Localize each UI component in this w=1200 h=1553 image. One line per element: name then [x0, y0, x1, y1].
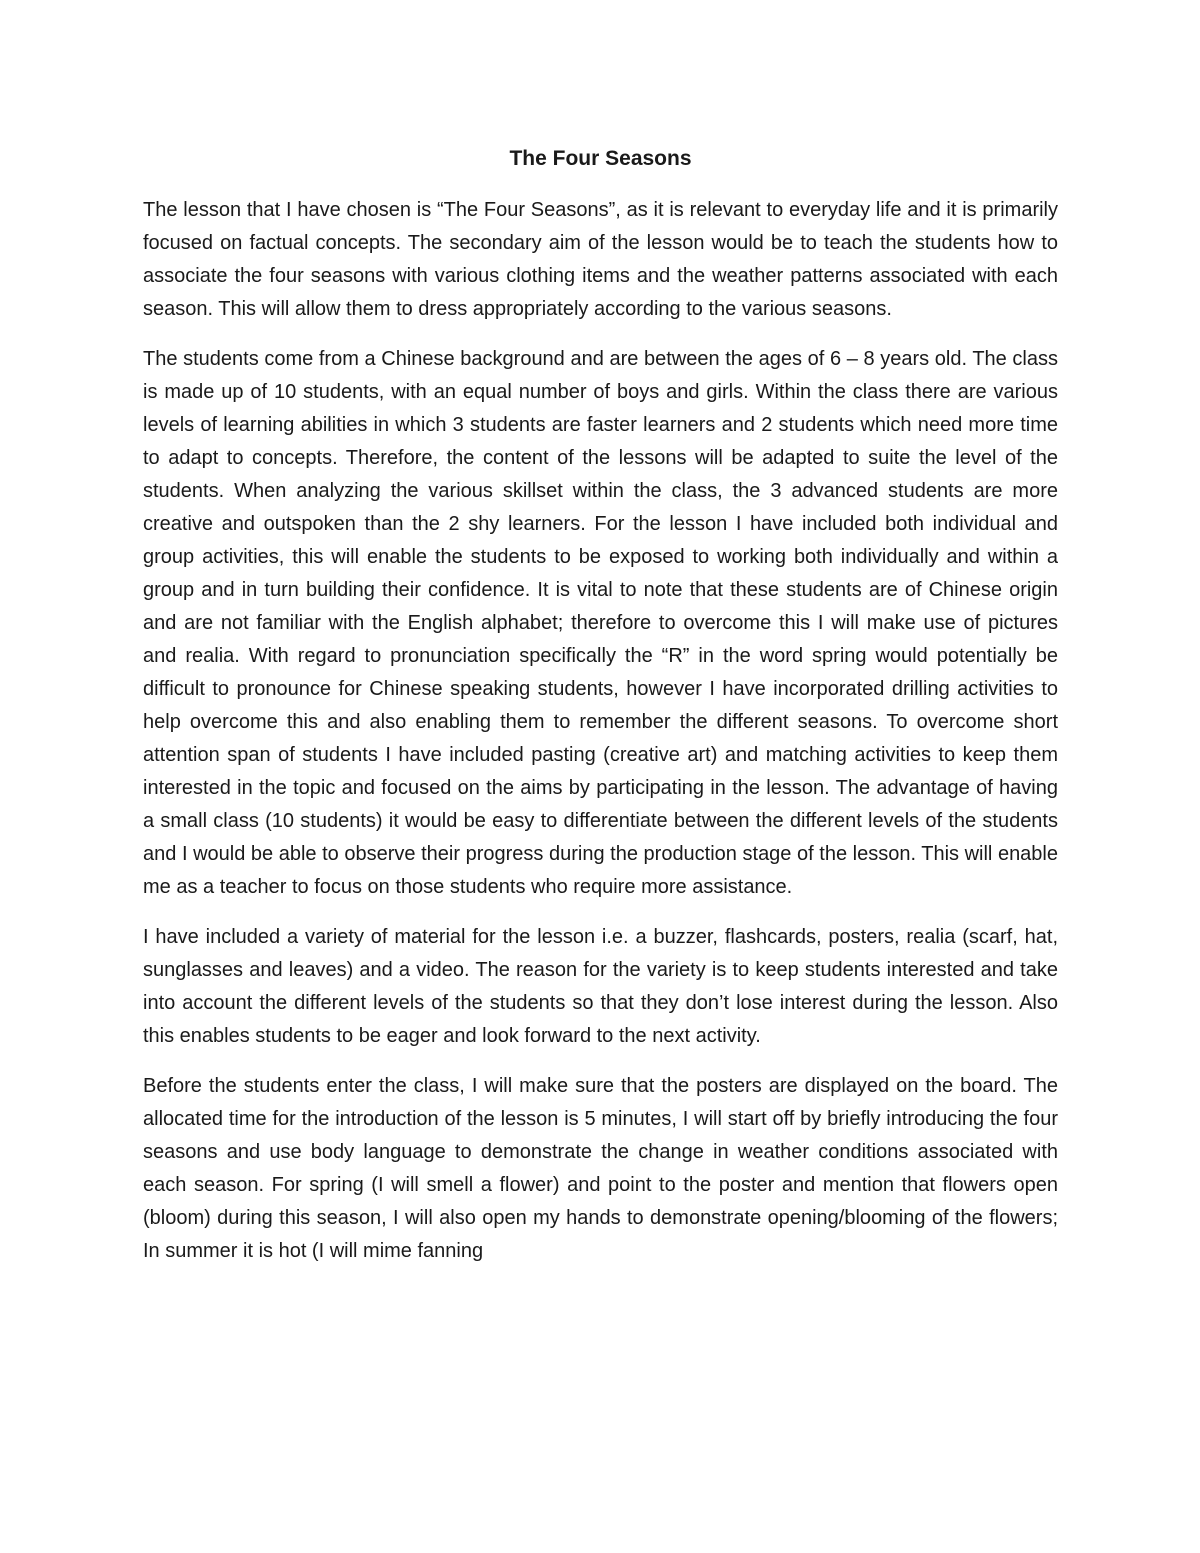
paragraph-students-background: The students come from a Chinese background and are between the ages of 6 – 8 years old. The class is made up of 10 students, with an equal number of boys and girls. Within the class there are various levels of learning abilities in which 3 students are faster learners and 2 students which need more time to adapt to concepts. Therefore, the content of the lessons will be adapted to suite the level of the students. When analyzing the various skillset within the class, the 3 advanced students are more creative and outspoken than the 2 shy learners. For the lesson I have included both individual and group activities, this will enable the students to be exposed to working both individually and within a group and in turn building their confidence. It is vital to note that these students are of Chinese origin and are not familiar with the English alphabet; therefore to overcome this I will make use of pictures and realia. With regard to pronunciation specifically the “R” in the word spring would potentially be difficult to pronounce for Chinese speaking students, however I have incorporated drilling activities to help overcome this and also enabling them to remember the different seasons. To overcome short attention span of students I have included pasting (creative art) and matching activities to keep them interested in the topic and focused on the aims by participating in the lesson. The advantage of having a small class (10 students) it would be easy to differentiate between the different levels of the students and I would be able to observe their progress during the production stage of the lesson. This will enable me as a teacher to focus on those students who require more assistance. [143, 348, 1058, 898]
document-title: The Four Seasons [509, 147, 692, 170]
paragraph-materials: I have included a variety of material for the lesson i.e. a buzzer, flashcards, posters, realia (scarf, hat, sunglasses and leaves) and a video. The reason for the variety is to keep students interested and take into account the different levels of the students so that they don’t lose interest during the lesson. Also this enables students to be eager and look forward to the next activity. [143, 926, 1058, 1047]
document-body [143, 142, 1058, 1285]
paragraph-introduction: Before the students enter the class, I will make sure that the posters are displayed on the board. The allocated time for the introduction of the lesson is 5 minutes, I will start off by briefly introducing the four seasons and use body language to demonstrate the change in weather conditions associated with each season. For spring (I will smell a flower) and point to the poster and mention that flowers open (bloom) during this season, I will also open my hands to demonstrate opening/blooming of the flowers; In summer it is hot (I will mime fanning [143, 1075, 1058, 1262]
paragraph-lesson-choice: The lesson that I have chosen is “The Four Seasons”, as it is relevant to everyday life and it is primarily focused on factual concepts. The secondary aim of the lesson would be to teach the students how to associate the four seasons with various clothing items and the weather patterns associated with each season. This will allow them to dress appropriately according to the various seasons. [143, 199, 1058, 320]
